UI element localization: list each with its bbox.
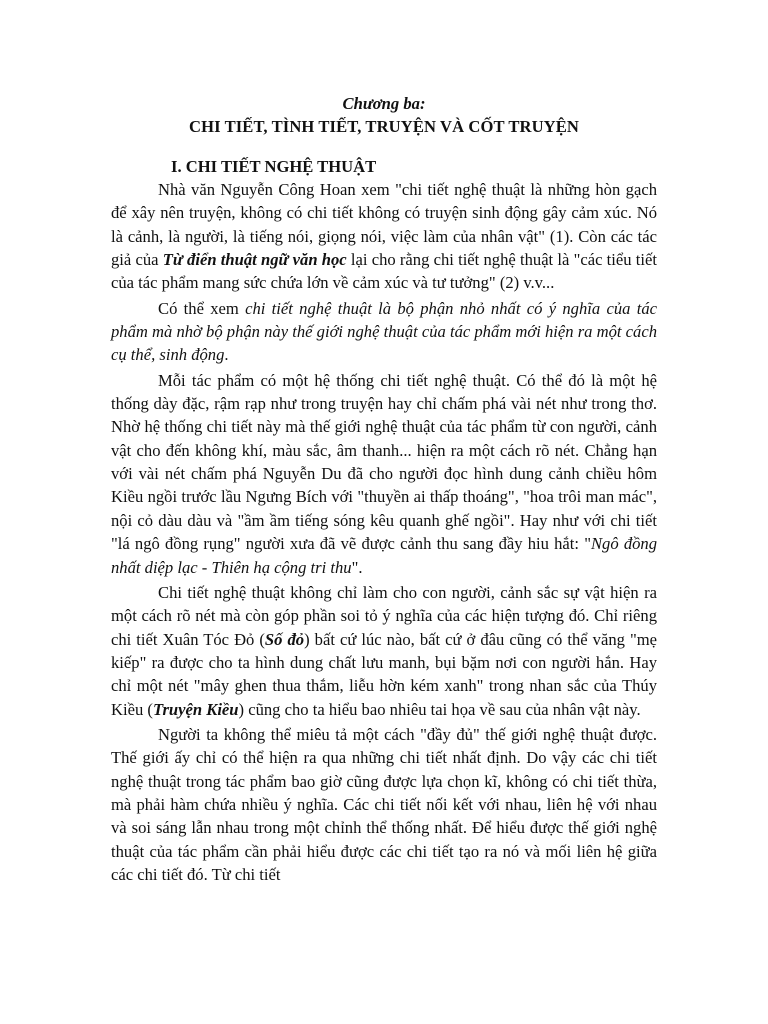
paragraph-text: .	[224, 345, 229, 365]
quotation: Ngô đồng nhất diệp lạc - Thiên hạ cộng tri thu	[111, 534, 658, 577]
document-page	[111, 92, 657, 886]
paragraph-text: Mỗi tác phẩm có một hệ thống chi tiết nghệ thuật. Có thể đó là một hệ thống dày đặc, rậm rạp như trong truyện hay chỉ chấm phá vài nét như trong thơ. Nhờ hệ thống chi tiết này mà thế giới nghệ thuật của tác phẩm từ con người, cảnh vật cho đến không khí, màu sắc, âm thanh... hiện ra một cách rõ nét. Chẳng hạn với vài nét chấm phá Nguyễn Du đã cho người đọc hình dung cảnh chiều hôm Kiều ngồi trước lầu Ngưng Bích với "thuyền ai thấp thoáng", "hoa trôi man mác", nội cỏ dàu dàu và "ầm ầm tiếng sóng kêu quanh ghế ngồi". Hay như với chi tiết "lá ngô đồng rụng" người xưa đã vẽ được cảnh thu sang đầy hiu hắt: "	[111, 370, 657, 554]
paragraph-text: ) cũng cho ta hiểu bao nhiêu tai họa về sau của nhân vật này.	[238, 699, 641, 719]
paragraph-5	[111, 723, 657, 886]
paragraph-2	[111, 297, 657, 367]
paragraph-text: ".	[351, 557, 363, 577]
paragraph-text: Có thể xem	[158, 298, 246, 318]
book-title: Số đỏ	[264, 629, 305, 649]
paragraph-3	[111, 369, 657, 579]
definition-text: chi tiết nghệ thuật là bộ phận nhỏ nhất có ý nghĩa của tác phẩm mà nhờ bộ phận này thế giới nghệ thuật của tác phẩm mới hiện ra một cách cụ thể, sinh động	[111, 298, 657, 365]
chapter-title: CHI TIẾT, TÌNH TIẾT, TRUYỆN VÀ CỐT TRUYỆN	[188, 117, 580, 136]
book-title: Truyện Kiều	[152, 699, 239, 719]
chapter-label: Chương ba:	[342, 94, 426, 113]
paragraph-4	[111, 581, 657, 721]
paragraph-text: Chi tiết nghệ thuật không chỉ làm cho con người, cảnh sắc sự vật hiện ra một cách rõ nét mà còn góp phần soi tỏ ý nghĩa của các hiện tượng đó. Chỉ riêng chi tiết Xuân Tóc Đỏ (	[111, 582, 657, 649]
section-heading: I. CHI TIẾT NGHỆ THUẬT	[171, 157, 377, 176]
paragraph-text: Nhà văn Nguyễn Công Hoan xem "chi tiết nghệ thuật là những hòn gạch để xây nên truyện, không có chi tiết không có truyện sinh động gây cảm xúc. Nó là cảnh, là người, là tiếng nói, giọng nói, việc làm của nhân vật" (1). Còn các tác giả của	[111, 180, 657, 270]
paragraph-text: ) bất cứ lúc nào, bất cứ ở đâu cũng có thể văng "mẹ kiếp" ra được cho ta hình dung chất lưu manh, bụi bặm nơi con người hắn. Hay chỉ một nét "mây ghen thua thắm, liễu hờn kém xanh" trong nhan sắc của Thúy Kiều (	[111, 629, 657, 719]
paragraph-text: Người ta không thể miêu tả một cách "đầy đủ" thế giới nghệ thuật được. Thế giới ấy chỉ có thể hiện ra qua những chi tiết nhất định. Do vậy các chi tiết nghệ thuật trong tác phẩm bao giờ cũng được lựa chọn kĩ, không có chi tiết thừa, mà phải hàm chứa nhiều ý nghĩa. Các chi tiết nối kết với nhau, liên hệ với nhau và soi sáng lẫn nhau trong một chỉnh thể thống nhất. Để hiểu được thế giới nghệ thuật của tác phẩm cần phải hiểu được các chi tiết tạo ra nó và mối liên hệ giữa các chi tiết đó. Từ chi tiết	[111, 724, 657, 884]
book-title: Từ điển thuật ngữ văn học	[162, 250, 347, 270]
paragraph-1	[111, 178, 657, 295]
paragraph-text: lại cho rằng chi tiết nghệ thuật là "các tiểu tiết của tác phẩm mang sức chứa lớn về cảm xúc và tư tưởng" (2) v.v...	[111, 250, 657, 293]
